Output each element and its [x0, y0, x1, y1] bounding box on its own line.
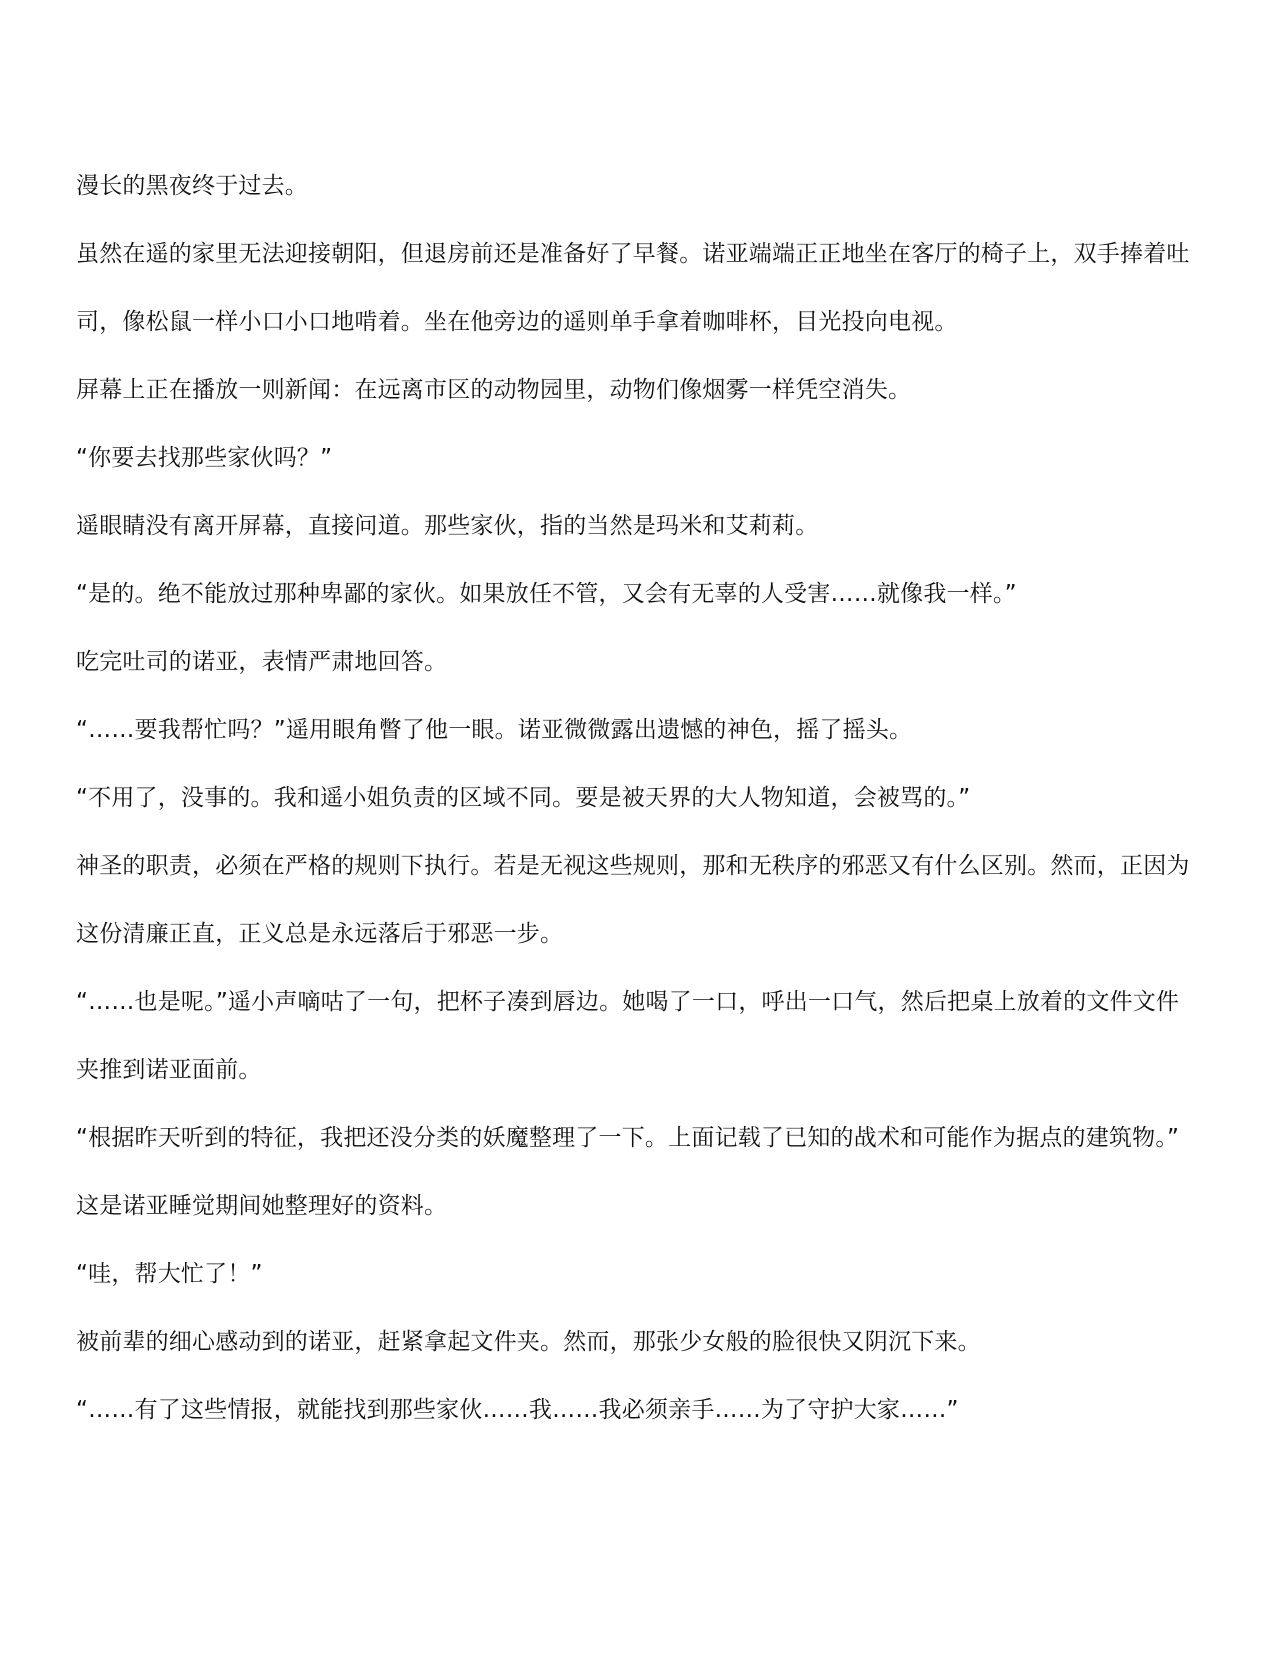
paragraph: 被前辈的细心感动到的诺亚，赶紧拿起文件夹。然而，那张少女般的脸很快又阴沉下来。 [76, 1329, 981, 1355]
paragraph: “……要我帮忙吗？”遥用眼角瞥了他一眼。诺亚微微露出遗憾的神色，摇了摇头。 [76, 717, 913, 743]
paragraph: “不用了，没事的。我和遥小姐负责的区域不同。要是被天界的大人物知道，会被骂的。” [76, 785, 971, 811]
paragraph: “根据昨天听到的特征，我把还没分类的妖魔整理了一下。上面记载了已知的战术和可能作为据点的建筑物。” [76, 1125, 1180, 1151]
paragraph: “哇，帮大忙了！” [76, 1261, 263, 1287]
paragraph: 漫长的黑夜终于过去。 [76, 173, 308, 199]
paragraph: 虽然在遥的家里无法迎接朝阳，但退房前还是准备好了早餐。诺亚端端正正地坐在客厅的椅子上，双手捧着吐司，像松鼠一样小口小口地啃着。坐在他旁边的遥则单手拿着咖啡杯，目光投向电视。 [76, 241, 1190, 335]
paragraph: 吃完吐司的诺亚，表情严肃地回答。 [76, 649, 448, 675]
paragraph: “……有了这些情报，就能找到那些家伙……我……我必须亲手……为了守护大家……” [76, 1397, 959, 1423]
paragraph: 神圣的职责，必须在严格的规则下执行。若是无视这些规则，那和无秩序的邪恶又有什么区别。然而，正因为这份清廉正直，正义总是永远落后于邪恶一步。 [76, 853, 1190, 947]
paragraph: 遥眼睛没有离开屏幕，直接问道。那些家伙，指的当然是玛米和艾莉莉。 [76, 513, 819, 539]
paragraph: 屏幕上正在播放一则新闻：在远离市区的动物园里，动物们像烟雾一样凭空消失。 [76, 377, 912, 403]
paragraph: “你要去找那些家伙吗？” [76, 445, 333, 471]
paragraph: “是的。绝不能放过那种卑鄙的家伙。如果放任不管，又会有无辜的人受害……就像我一样。” [76, 581, 1017, 607]
paragraph: “……也是呢。”遥小声嘀咕了一句，把杯子凑到唇边。她喝了一口，呼出一口气，然后把桌上放着的文件文件夹推到诺亚面前。 [76, 989, 1180, 1083]
paragraph: 这是诺亚睡觉期间她整理好的资料。 [76, 1193, 448, 1219]
